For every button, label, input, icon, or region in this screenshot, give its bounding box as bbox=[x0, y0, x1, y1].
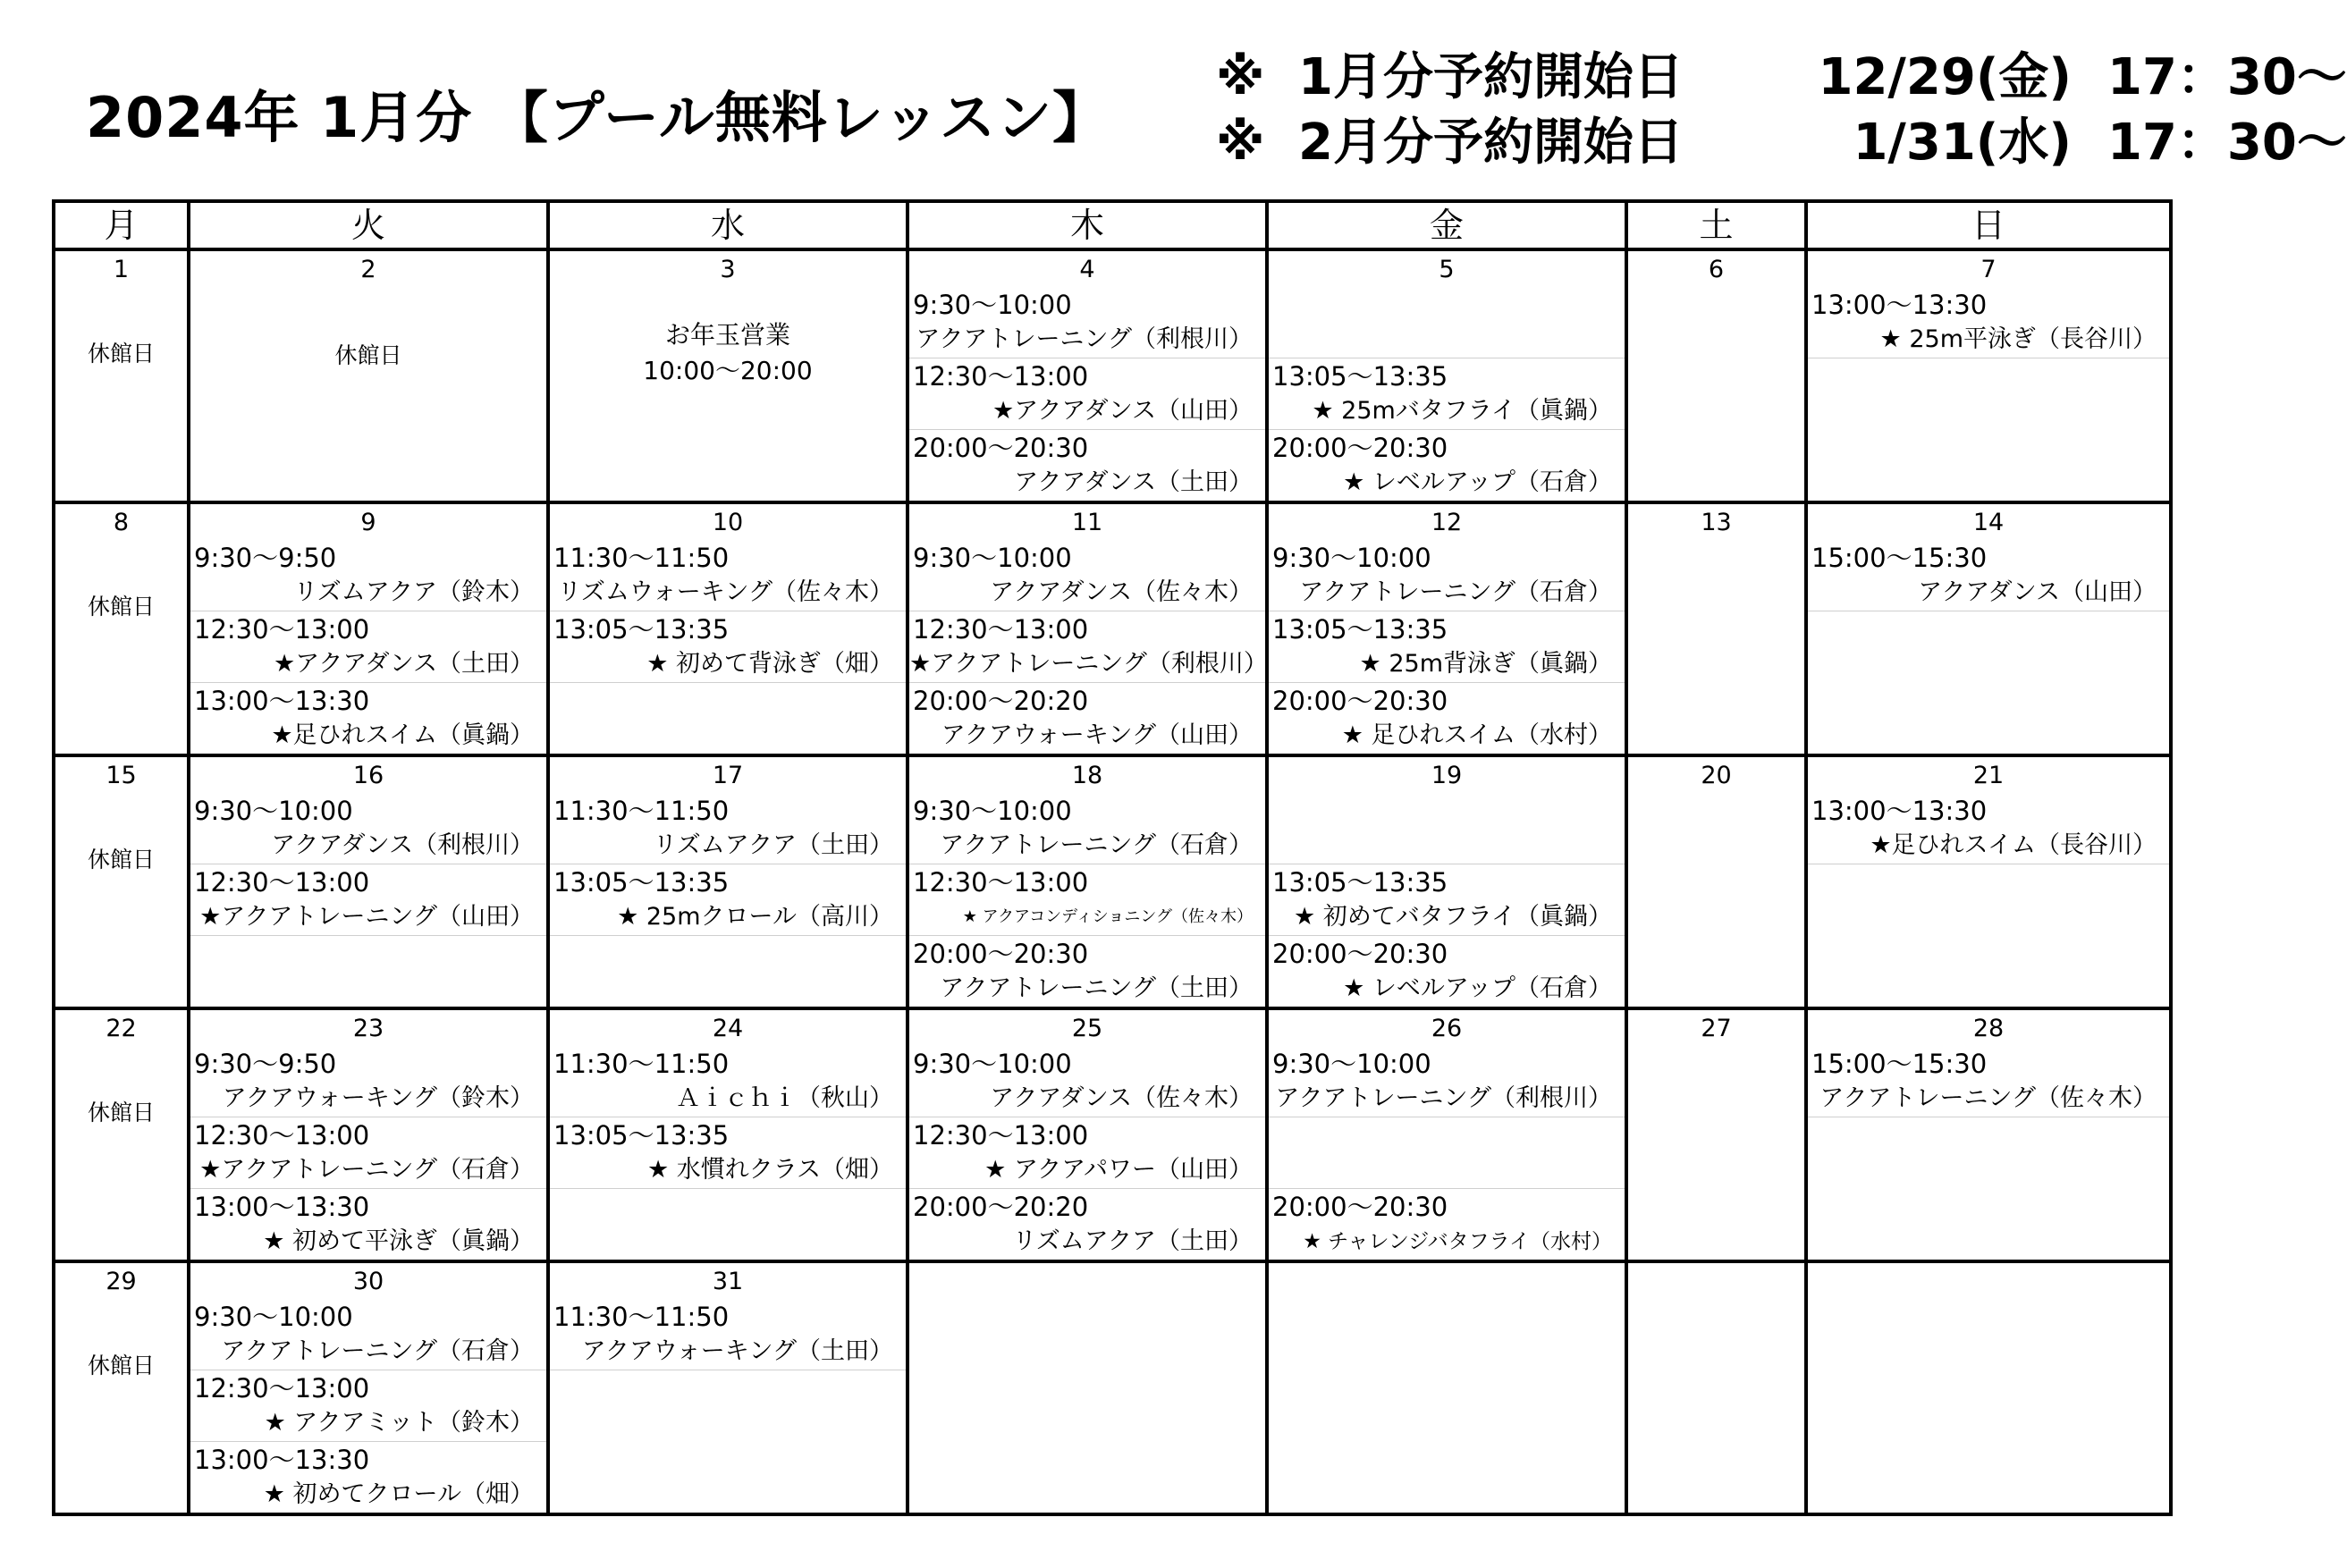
lesson-name: ★ レベルアップ（石倉） bbox=[1343, 974, 1612, 1002]
day-number: 12 bbox=[1431, 509, 1463, 536]
day-cell bbox=[189, 502, 548, 755]
lesson-slot bbox=[550, 611, 906, 683]
day-number: 5 bbox=[1439, 256, 1455, 283]
day-number: 19 bbox=[1431, 762, 1463, 789]
day-number: 25 bbox=[1071, 1015, 1103, 1042]
day-number: 28 bbox=[1972, 1015, 2005, 1042]
day-cell-content bbox=[550, 757, 906, 1007]
lesson-name: アクアダンス（山田） bbox=[1918, 578, 2157, 606]
special-event-text: 10:00～20:00 bbox=[643, 356, 813, 385]
lesson-name: ★ 初めてクロール（畑） bbox=[263, 1480, 534, 1508]
lesson-time: 20:00～20:30 bbox=[1272, 939, 1448, 969]
lesson-slot bbox=[909, 611, 1268, 683]
day-number: 23 bbox=[352, 1015, 384, 1042]
day-number: 15 bbox=[106, 762, 137, 789]
day-number: 2 bbox=[360, 256, 376, 283]
weekday-header-row bbox=[54, 201, 2171, 249]
day-cell-content bbox=[1628, 504, 1804, 754]
lesson-name: ★ 初めてバタフライ（眞鍋） bbox=[1294, 903, 1612, 931]
lesson-slot bbox=[190, 864, 546, 936]
day-cell bbox=[908, 1261, 1267, 1514]
lesson-time: 9:30～9:50 bbox=[194, 1049, 337, 1079]
lesson-name: ★ 足ひれスイム（水村） bbox=[1341, 721, 1612, 749]
lesson-time: 15:00～15:30 bbox=[1811, 543, 1988, 573]
lesson-slot bbox=[190, 1117, 546, 1189]
day-cell-content bbox=[909, 1010, 1265, 1260]
lesson-name: ★ アクアミット（鈴木） bbox=[264, 1409, 534, 1437]
day-cell bbox=[1267, 249, 1626, 502]
closed-day-label: 休館日 bbox=[87, 1100, 155, 1125]
lesson-name: ★アクアトレーニング（石倉） bbox=[199, 1156, 534, 1184]
lesson-time: 13:00～13:30 bbox=[194, 686, 370, 716]
lesson-name: リズムアクア（土田） bbox=[653, 831, 893, 859]
lesson-slot bbox=[1808, 1046, 2169, 1117]
lesson-name: リズムアクア（鈴木） bbox=[293, 578, 534, 606]
lesson-time: 12:30～13:00 bbox=[194, 867, 370, 898]
lesson-slot bbox=[909, 936, 1265, 1007]
day-cell-content bbox=[909, 757, 1265, 1007]
day-number: 22 bbox=[106, 1015, 137, 1042]
lesson-name: リズムアクア（土田） bbox=[1012, 1227, 1253, 1255]
weekday-tuesday: 火 bbox=[189, 201, 548, 249]
day-cell bbox=[908, 755, 1267, 1008]
lesson-time: 12:30～13:00 bbox=[913, 614, 1089, 645]
day-number: 9 bbox=[360, 509, 376, 536]
lesson-slot bbox=[190, 793, 546, 864]
page-title: 2024年 1月分 【プール無料レッスン】 bbox=[86, 85, 1110, 150]
reference-mark: ※ bbox=[1216, 48, 1265, 106]
day-cell-content bbox=[190, 757, 546, 1007]
day-cell-content bbox=[1269, 251, 1625, 501]
lesson-name: アクアトレーニング（土田） bbox=[940, 974, 1253, 1002]
lesson-slot bbox=[1808, 540, 2169, 611]
day-cell bbox=[548, 249, 908, 502]
lesson-slot bbox=[190, 1299, 546, 1370]
lesson-slot bbox=[550, 1046, 906, 1117]
day-cell-content bbox=[1628, 757, 1804, 1007]
day-cell-content bbox=[55, 504, 187, 754]
closed-day-label: 休館日 bbox=[87, 341, 155, 367]
lesson-name: ★足ひれスイム（眞鍋） bbox=[271, 721, 534, 749]
day-cell-content bbox=[550, 1010, 906, 1260]
lesson-slot bbox=[190, 1189, 546, 1260]
lesson-name: アクアトレーニング（石倉） bbox=[221, 1337, 534, 1365]
day-cell bbox=[1626, 502, 1806, 755]
day-cell-content bbox=[55, 1010, 187, 1260]
lesson-time: 13:00～13:30 bbox=[1811, 290, 1988, 320]
lesson-time: 13:00～13:30 bbox=[194, 1445, 370, 1475]
lesson-name: アクアダンス（佐々木） bbox=[990, 578, 1253, 606]
day-cell bbox=[189, 1261, 548, 1514]
lesson-time: 13:05～13:35 bbox=[553, 1120, 730, 1151]
lesson-slot bbox=[909, 683, 1265, 754]
day-cell-content bbox=[1269, 757, 1625, 1007]
day-number: 1 bbox=[113, 256, 130, 283]
lesson-time: 13:05～13:35 bbox=[1272, 614, 1448, 645]
closed-day-label: 休館日 bbox=[87, 847, 155, 873]
lesson-slot bbox=[190, 540, 546, 611]
day-cell bbox=[548, 1261, 908, 1514]
day-cell bbox=[54, 755, 189, 1008]
day-cell bbox=[189, 1008, 548, 1261]
lesson-slot bbox=[550, 793, 906, 864]
day-cell bbox=[1626, 1008, 1806, 1261]
reference-mark: ※ bbox=[1216, 114, 1265, 172]
lesson-time: 15:00～15:30 bbox=[1811, 1049, 1988, 1079]
lesson-time: 13:00～13:30 bbox=[1811, 796, 1988, 826]
reservation-notice-january bbox=[1216, 38, 2347, 109]
lesson-slot bbox=[1269, 430, 1625, 501]
day-cell bbox=[548, 1008, 908, 1261]
notice-label: 2月分予約開始日 bbox=[1298, 114, 1684, 172]
lesson-time: 20:00～20:20 bbox=[913, 1192, 1089, 1222]
lesson-name: ★ アクアパワー（山田） bbox=[984, 1156, 1253, 1184]
calendar-body bbox=[54, 249, 2171, 1514]
lesson-slot bbox=[550, 540, 906, 611]
lesson-time: 9:30～10:00 bbox=[913, 1049, 1072, 1079]
lesson-time: 13:00～13:30 bbox=[194, 1192, 370, 1222]
closed-day-label: 休館日 bbox=[334, 342, 402, 368]
day-cell bbox=[548, 755, 908, 1008]
day-cell-content bbox=[55, 757, 187, 1007]
lesson-slot bbox=[1808, 287, 2169, 358]
lesson-time: 9:30～10:00 bbox=[1272, 1049, 1431, 1079]
closed-day-label: 休館日 bbox=[87, 1353, 155, 1378]
lesson-name: ★アクアダンス（土田） bbox=[274, 650, 534, 678]
lesson-time: 9:30～10:00 bbox=[913, 796, 1072, 826]
lesson-slot bbox=[190, 611, 546, 683]
day-cell bbox=[908, 1008, 1267, 1261]
closed-day-label: 休館日 bbox=[87, 594, 155, 620]
day-cell-content bbox=[909, 504, 1268, 754]
lesson-name: アクアトレーニング（利根川） bbox=[916, 325, 1253, 353]
day-number: 14 bbox=[1972, 509, 2005, 536]
lesson-time: 20:00～20:30 bbox=[1272, 1192, 1448, 1222]
day-number: 27 bbox=[1701, 1015, 1732, 1042]
weekday-monday: 月 bbox=[54, 201, 189, 249]
lesson-time: 11:30～11:50 bbox=[553, 1302, 730, 1332]
day-number: 17 bbox=[712, 762, 744, 789]
day-cell-content bbox=[1808, 504, 2169, 754]
day-cell-content bbox=[1808, 1010, 2169, 1260]
day-cell bbox=[1626, 1261, 1806, 1514]
lesson-name: アクアウォーキング（土田） bbox=[581, 1337, 893, 1365]
day-cell bbox=[54, 249, 189, 502]
day-cell-content bbox=[550, 504, 906, 754]
lesson-time: 12:30～13:00 bbox=[194, 1120, 370, 1151]
lesson-time: 20:00～20:30 bbox=[1272, 433, 1448, 463]
lesson-slot bbox=[909, 864, 1265, 936]
lesson-name: アクアウォーキング（山田） bbox=[941, 721, 1253, 749]
day-cell-content bbox=[190, 1010, 546, 1260]
day-cell bbox=[1267, 1008, 1626, 1261]
lesson-name: アクアダンス（佐々木） bbox=[990, 1084, 1253, 1112]
lesson-time: 9:30～10:00 bbox=[1272, 543, 1431, 573]
day-number: 21 bbox=[1972, 762, 2005, 789]
lesson-time: 9:30～9:50 bbox=[194, 543, 337, 573]
lesson-slot bbox=[190, 1370, 546, 1442]
day-cell-content bbox=[1808, 251, 2169, 501]
day-cell-content bbox=[1808, 757, 2169, 1007]
day-cell bbox=[189, 755, 548, 1008]
day-cell-content bbox=[1628, 1010, 1804, 1260]
lesson-name: リズムウォーキング（佐々木） bbox=[557, 578, 893, 606]
lesson-time: 13:05～13:35 bbox=[553, 867, 730, 898]
lesson-name: ★足ひれスイム（長谷川） bbox=[1870, 831, 2157, 859]
day-cell bbox=[54, 1008, 189, 1261]
lesson-name: アクアトレーニング（石倉） bbox=[940, 831, 1253, 859]
lesson-name: ★ レベルアップ（石倉） bbox=[1343, 468, 1612, 496]
day-cell bbox=[1626, 249, 1806, 502]
lesson-name: アクアトレーニング（佐々木） bbox=[1819, 1084, 2157, 1112]
day-cell-content bbox=[55, 1263, 187, 1513]
lesson-time: 12:30～13:00 bbox=[913, 361, 1089, 392]
day-number: 3 bbox=[720, 256, 736, 283]
day-number: 20 bbox=[1701, 762, 1732, 789]
day-number: 6 bbox=[1708, 256, 1725, 283]
day-cell-content bbox=[1269, 1010, 1625, 1260]
lesson-time: 9:30～10:00 bbox=[913, 290, 1072, 320]
lesson-slot bbox=[550, 1117, 906, 1189]
day-cell bbox=[54, 502, 189, 755]
lesson-time: 12:30～13:00 bbox=[913, 1120, 1089, 1151]
weekday-saturday: 土 bbox=[1626, 201, 1806, 249]
lesson-calendar bbox=[52, 199, 2173, 1516]
day-cell bbox=[1806, 755, 2171, 1008]
lesson-time: 13:05～13:35 bbox=[1272, 361, 1448, 392]
lesson-time: 13:05～13:35 bbox=[1272, 867, 1448, 898]
notice-date: 1/31(水) bbox=[1853, 114, 2072, 172]
day-cell bbox=[1806, 1261, 2171, 1514]
lesson-slot bbox=[1269, 683, 1625, 754]
lesson-slot bbox=[550, 1299, 906, 1370]
week-row bbox=[54, 1008, 2171, 1261]
day-number: 18 bbox=[1071, 762, 1103, 789]
day-cell-content bbox=[550, 1263, 906, 1513]
lesson-time: 12:30～13:00 bbox=[194, 614, 370, 645]
lesson-time: 9:30～10:00 bbox=[194, 796, 353, 826]
week-row bbox=[54, 502, 2171, 755]
lesson-slot bbox=[1269, 864, 1625, 936]
lesson-name: ★ 25mクロール（高川） bbox=[617, 903, 893, 931]
day-number: 30 bbox=[352, 1268, 384, 1295]
day-number: 10 bbox=[712, 509, 744, 536]
lesson-slot bbox=[909, 1189, 1265, 1260]
lesson-slot bbox=[909, 287, 1265, 358]
day-cell-content bbox=[1269, 504, 1625, 754]
day-cell bbox=[54, 1261, 189, 1514]
lesson-name: ★ 25mバタフライ（眞鍋） bbox=[1312, 397, 1612, 425]
day-cell-content bbox=[550, 251, 906, 501]
day-cell-content bbox=[909, 1263, 1265, 1513]
lesson-name: アクアダンス（土田） bbox=[1014, 468, 1253, 496]
lesson-time: 20:00～20:30 bbox=[913, 433, 1089, 463]
lesson-slot bbox=[190, 683, 546, 754]
day-number: 16 bbox=[352, 762, 384, 789]
lesson-name: ★ 25m平泳ぎ（長谷川） bbox=[1879, 325, 2157, 353]
lesson-name: ★ 初めて背泳ぎ（畑） bbox=[646, 650, 893, 678]
day-number: 8 bbox=[113, 509, 130, 536]
weekday-wednesday: 水 bbox=[548, 201, 908, 249]
day-number: 7 bbox=[1980, 256, 1997, 283]
lesson-slot bbox=[1269, 287, 1625, 358]
lesson-time: 9:30～10:00 bbox=[913, 543, 1072, 573]
lesson-time: 20:00～20:30 bbox=[1272, 686, 1448, 716]
lesson-slot bbox=[1269, 540, 1625, 611]
lesson-time: 9:30～10:00 bbox=[194, 1302, 353, 1332]
day-cell-content bbox=[190, 251, 546, 501]
day-cell-content bbox=[190, 504, 546, 754]
lesson-slot bbox=[1269, 1117, 1625, 1189]
lesson-slot bbox=[909, 358, 1265, 430]
day-cell bbox=[908, 249, 1267, 502]
notice-time: 17：30～ bbox=[2107, 48, 2347, 106]
weekday-thursday: 木 bbox=[908, 201, 1267, 249]
week-row bbox=[54, 755, 2171, 1008]
lesson-slot bbox=[1269, 1046, 1625, 1117]
day-cell bbox=[1806, 1008, 2171, 1261]
day-cell bbox=[1626, 755, 1806, 1008]
lesson-time: 12:30～13:00 bbox=[913, 867, 1089, 898]
lesson-name: ★ 水慣れクラス（畑） bbox=[647, 1156, 893, 1184]
lesson-slot bbox=[550, 864, 906, 936]
reservation-notice-february bbox=[1216, 103, 2347, 174]
lesson-name: Ａｉｃｈｉ（秋山） bbox=[676, 1084, 893, 1112]
day-cell-content bbox=[909, 251, 1265, 501]
day-cell-content bbox=[1269, 1263, 1625, 1513]
lesson-name: アクアウォーキング（鈴木） bbox=[222, 1084, 534, 1112]
lesson-slot bbox=[190, 1442, 546, 1513]
lesson-name: ★ アクアコンディショニング（佐々木） bbox=[962, 907, 1253, 926]
day-number: 11 bbox=[1071, 509, 1103, 536]
lesson-slot bbox=[1269, 1189, 1625, 1260]
week-row bbox=[54, 1261, 2171, 1514]
day-cell-content bbox=[1808, 1263, 2169, 1513]
lesson-time: 13:05～13:35 bbox=[553, 614, 730, 645]
day-number: 24 bbox=[712, 1015, 744, 1042]
lesson-slot bbox=[1269, 936, 1625, 1007]
weekday-friday: 金 bbox=[1267, 201, 1626, 249]
day-cell bbox=[1806, 249, 2171, 502]
day-cell bbox=[908, 502, 1267, 755]
lesson-slot bbox=[1269, 611, 1625, 683]
lesson-name: ★ 初めて平泳ぎ（眞鍋） bbox=[263, 1227, 534, 1255]
day-cell bbox=[1267, 502, 1626, 755]
day-cell bbox=[1267, 1261, 1626, 1514]
lesson-time: 11:30～11:50 bbox=[553, 796, 730, 826]
lesson-slot bbox=[909, 430, 1265, 501]
weekday-sunday: 日 bbox=[1806, 201, 2171, 249]
day-cell-content bbox=[55, 251, 187, 501]
lesson-name: アクアトレーニング（利根川） bbox=[1275, 1084, 1612, 1112]
day-cell-content bbox=[1628, 251, 1804, 501]
day-number: 29 bbox=[106, 1268, 137, 1295]
notice-date: 12/29(金) bbox=[1818, 48, 2072, 106]
day-number: 31 bbox=[712, 1268, 744, 1295]
lesson-slot bbox=[909, 1046, 1265, 1117]
lesson-name: ★アクアトレーニング（利根川） bbox=[909, 650, 1268, 678]
lesson-slot bbox=[909, 540, 1265, 611]
day-cell-content bbox=[1628, 1263, 1804, 1513]
lesson-slot bbox=[1269, 358, 1625, 430]
lesson-name: ★アクアダンス（山田） bbox=[992, 397, 1253, 425]
lesson-slot bbox=[909, 793, 1265, 864]
lesson-time: 12:30～13:00 bbox=[194, 1373, 370, 1404]
lesson-time: 11:30～11:50 bbox=[553, 543, 730, 573]
day-number: 13 bbox=[1701, 509, 1732, 536]
day-cell-content bbox=[190, 1263, 546, 1513]
lesson-slot bbox=[909, 1117, 1265, 1189]
week-row bbox=[54, 249, 2171, 502]
lesson-name: アクアダンス（利根川） bbox=[271, 831, 534, 859]
day-number: 4 bbox=[1079, 256, 1095, 283]
lesson-slot bbox=[190, 1046, 546, 1117]
day-cell bbox=[548, 502, 908, 755]
lesson-name: ★アクアトレーニング（山田） bbox=[199, 903, 534, 931]
day-cell bbox=[1267, 755, 1626, 1008]
lesson-time: 20:00～20:30 bbox=[913, 939, 1089, 969]
lesson-name: ★ チャレンジバタフライ（水村） bbox=[1303, 1230, 1612, 1253]
notice-time: 17：30～ bbox=[2107, 114, 2347, 172]
lesson-slot bbox=[1808, 793, 2169, 864]
notice-label: 1月分予約開始日 bbox=[1298, 48, 1684, 106]
day-cell bbox=[1806, 502, 2171, 755]
lesson-slot bbox=[1269, 793, 1625, 864]
lesson-name: アクアトレーニング（石倉） bbox=[1299, 578, 1612, 606]
day-number: 26 bbox=[1431, 1015, 1463, 1042]
day-cell bbox=[189, 249, 548, 502]
lesson-time: 20:00～20:20 bbox=[913, 686, 1089, 716]
lesson-time: 11:30～11:50 bbox=[553, 1049, 730, 1079]
lesson-name: ★ 25m背泳ぎ（眞鍋） bbox=[1359, 650, 1612, 678]
special-event-text: お年玉営業 bbox=[664, 320, 790, 350]
